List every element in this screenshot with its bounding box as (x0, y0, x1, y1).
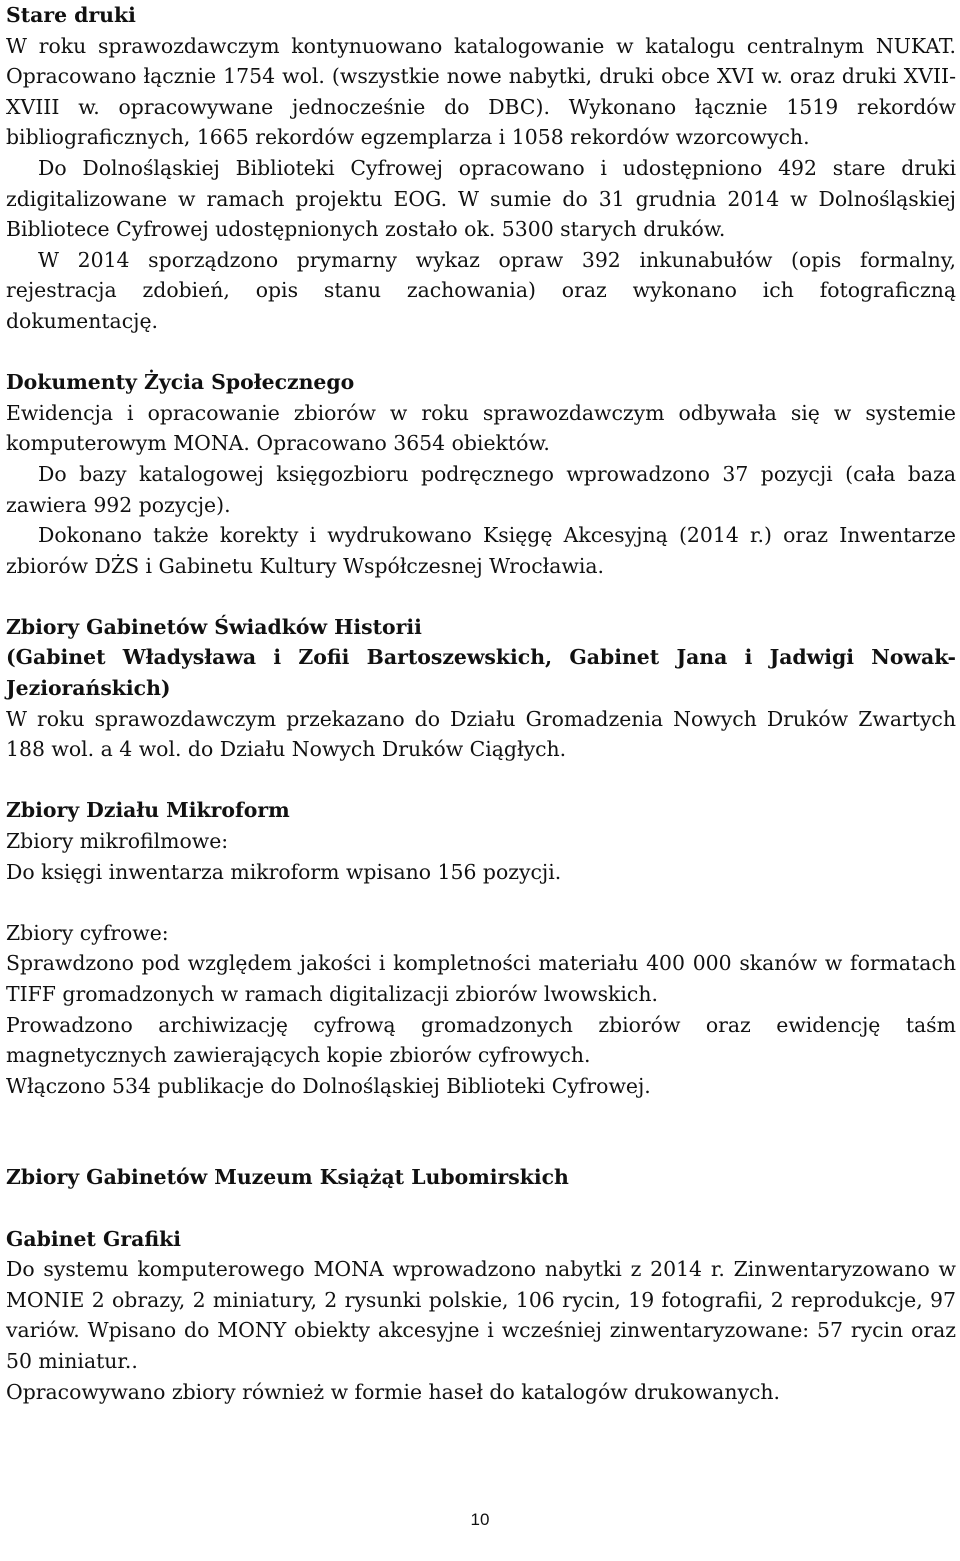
paragraph-stare-1: W roku sprawozdawczym kontynuowano katalogowanie w katalogu centralnym NUKAT. Opracowano łącznie 1754 wol. (wszystkie nowe nabytki, druki obce XVI w. oraz druki XVII-XVIII w. opracowywane jednocześnie do DBC). Wykonano łącznie 1519 rekordów bibliograficznych, 1665 rekordów egzemplarza i 1058 rekordów wzorcowych. (6, 33, 956, 150)
paragraph-mikroform-3: Prowadzono archiwizację cyfrową gromadzonych zbiorów oraz ewidencję taśm magnetycznych zawierających kopie zbiorów cyfrowych. (6, 1012, 956, 1068)
paragraph-dzs-1: Ewidencja i opracowanie zbiorów w roku sprawozdawczym odbywała się w systemie komputerowym MONA. Opracowano 3654 obiektów. (6, 400, 956, 456)
paragraph-muzeum-2: Opracowywano zbiory również w formie haseł do katalogów drukowanych. (6, 1379, 781, 1404)
spacer (6, 1101, 956, 1162)
paragraph-mikroform-4: Włączono 534 publikacje do Dolnośląskiej Biblioteki Cyfrowej. (6, 1073, 651, 1098)
section-heading-dzs: Dokumenty Życia Społecznego (6, 370, 355, 395)
paragraph-dzs-2: Do bazy katalogowej księgozbioru podręcznego wprowadzono 37 pozycji (cała baza zawiera 992 pozycje). (6, 461, 956, 517)
paragraph-mikroform-2: Sprawdzono pod względem jakości i kompletności materiału 400 000 skanów w formatach TIFF gromadzonych w ramach digitalizacji zbiorów lwowskich. (6, 951, 956, 1006)
label-cyfrowe: Zbiory cyfrowe: (6, 920, 169, 945)
section-heading-muzeum: Zbiory Gabinetów Muzeum Książąt Lubomirskich (6, 1165, 569, 1190)
paragraph-swiadkow-1: W roku sprawozdawczym przekazano do Działu Gromadzenia Nowych Druków Zwartych 188 wol. a 4 wol. do Działu Nowych Druków Ciągłych. (6, 706, 956, 762)
paragraph-dzs-3: Dokonano także korekty i wydrukowano Księgę Akcesyjną (2014 r.) oraz Inwentarze zbiorów DŻS i Gabinetu Kultury Współczesnej Wrocławia. (6, 523, 956, 578)
section-heading-stare-druki: Stare druki (6, 3, 136, 27)
paragraph-mikroform-1: Do księgi inwentarza mikroform wpisano 156 pozycji. (6, 859, 562, 884)
spacer (6, 337, 956, 368)
section-subheading-swiadkow: (Gabinet Władysława i Zofii Bartoszewskich, Gabinet Jana i Jadwigi Nowak-Jeziorańskich) (6, 645, 956, 701)
spacer (6, 765, 956, 796)
section-heading-swiadkow: Zbiory Gabinetów Świadków Historii (6, 614, 422, 639)
page-number: 10 (470, 1510, 490, 1529)
paragraph-muzeum-1: Do systemu komputerowego MONA wprowadzono nabytki z 2014 r. Zinwentaryzowano w MONIE 2 obrazy, 2 miniatury, 2 rysunki polskie, 106 rycin, 19 fotografii, 2 reprodukcje, 97 variów. Wpisano do MONY obiekty akcesyjne i wcześniej zinwentaryzowane: 57 rycin oraz 50 miniatur.. (6, 1257, 956, 1373)
section-heading-mikroform: Zbiory Działu Mikroform (6, 798, 290, 823)
paragraph-stare-3: W 2014 sporządzono prymarny wykaz opraw 392 inkunabułów (opis formalny, rejestracja zdobień, opis stanu zachowania) oraz wykonano ich fotograficzną dokumentację. (6, 247, 956, 333)
paragraph-stare-2: Do Dolnośląskiej Biblioteki Cyfrowej opracowano i udostępniono 492 stare druki zdigitalizowane w ramach projektu EOG. W sumie do 31 grudnia 2014 w Dolnośląskiej Bibliotece Cyfrowej udostępnionych zostało ok. 5300 starych druków. (6, 155, 956, 242)
spacer (6, 887, 956, 918)
label-mikrofilmowe: Zbiory mikrofilmowe: (6, 829, 229, 854)
spacer (6, 581, 956, 612)
spacer (6, 1193, 956, 1224)
document-page (6, 0, 956, 1407)
section-subheading-gabinet-grafiki: Gabinet Grafiki (6, 1226, 182, 1251)
